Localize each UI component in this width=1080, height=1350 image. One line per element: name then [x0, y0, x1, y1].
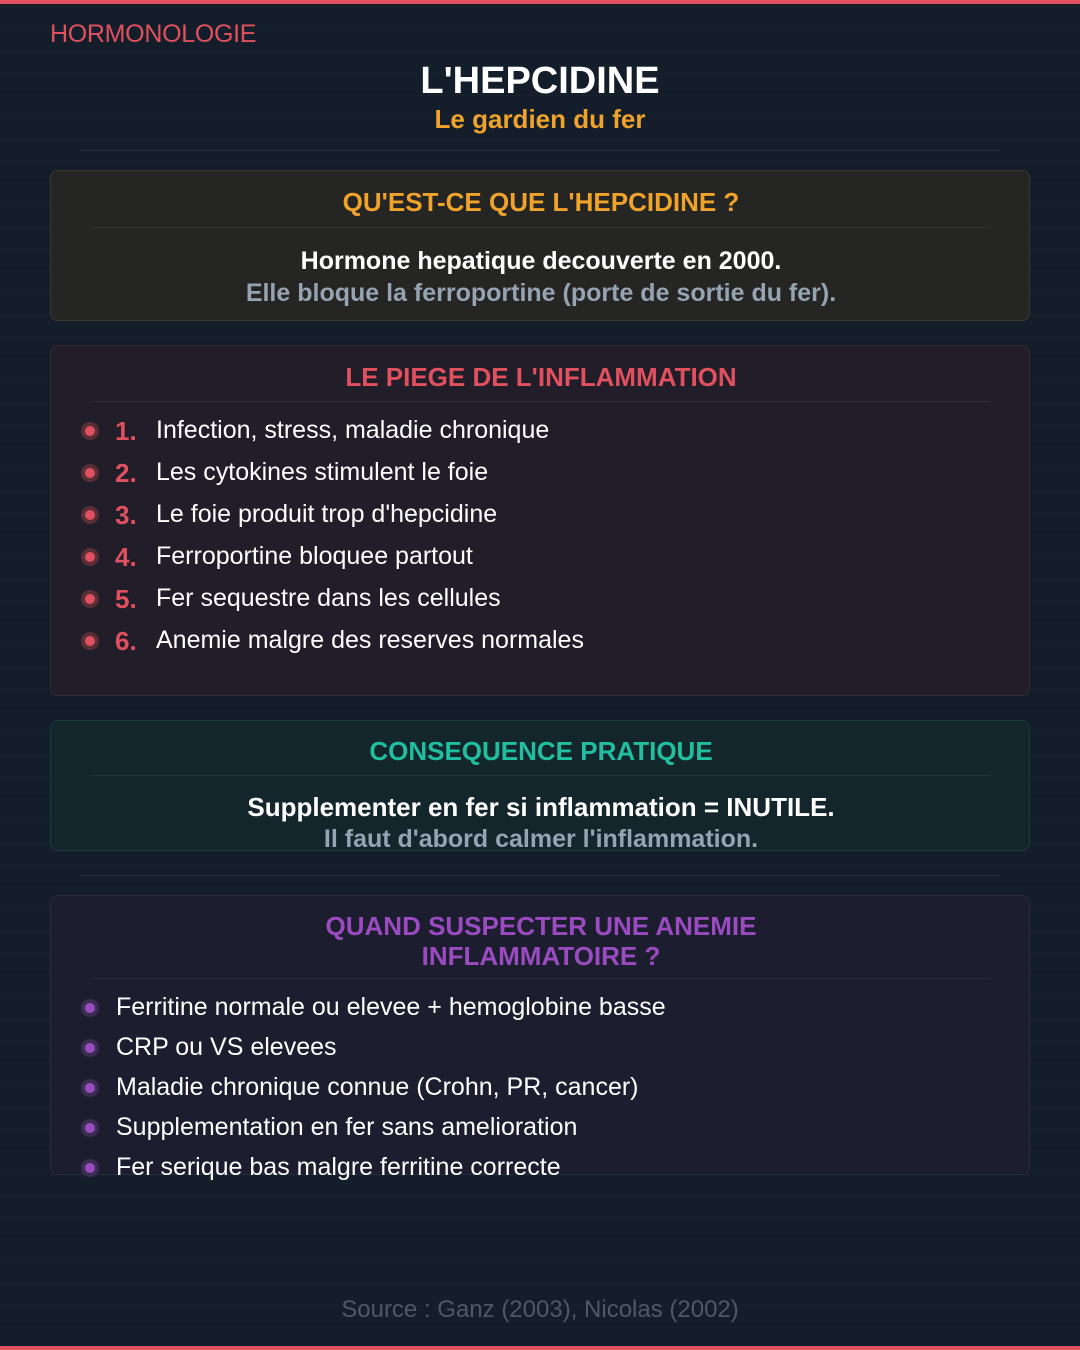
criteria-text: CRP ou VS elevees — [116, 1033, 337, 1061]
bullet-dot-icon — [81, 590, 99, 608]
definition-line-2: Elle bloque la ferroportine (porte de sortie du fer). — [245, 279, 837, 307]
source-citation: Source : Ganz (2003), Nicolas (2002) — [341, 1296, 739, 1323]
suspicion-divider — [91, 978, 991, 979]
suspicion-card — [50, 895, 1030, 1181]
criteria-text: Fer serique bas malgre ferritine correcte — [116, 1153, 561, 1181]
consequence-divider — [91, 775, 991, 776]
bullet-dot-icon — [81, 548, 99, 566]
bullet-dot-icon — [81, 999, 99, 1017]
consequence-line-2: Il faut d'abord calmer l'inflammation. — [323, 825, 759, 851]
consequence-card — [50, 720, 1030, 851]
bullet-dot-icon — [81, 506, 99, 524]
suspicion-heading-line-2: INFLAMMATOIRE ? — [421, 941, 661, 971]
step-number: 5. — [115, 584, 137, 614]
bullet-dot-icon — [81, 1119, 99, 1137]
definition-heading: QU'EST-CE QUE L'HEPCIDINE ? — [342, 187, 740, 217]
trap-card — [50, 345, 1030, 696]
step-number: 4. — [115, 542, 137, 572]
bullet-dot-icon — [81, 1039, 99, 1057]
section-divider — [80, 875, 1000, 876]
bullet-dot-icon — [81, 632, 99, 650]
page-subtitle: Le gardien du fer — [434, 104, 646, 134]
header-divider — [80, 150, 1000, 151]
step-text: Ferroportine bloquee partout — [156, 542, 473, 570]
step-text: Fer sequestre dans les cellules — [156, 584, 501, 612]
definition-card — [50, 170, 1030, 321]
step-text: Le foie produit trop d'hepcidine — [156, 500, 498, 528]
page-title: L'HEPCIDINE — [420, 60, 660, 102]
consequence-heading: CONSEQUENCE PRATIQUE — [369, 736, 713, 766]
bullet-dot-icon — [81, 1079, 99, 1097]
bullet-dot-icon — [81, 464, 99, 482]
criteria-text: Maladie chronique connue (Crohn, PR, cancer) — [116, 1073, 639, 1101]
top-accent-bar — [0, 0, 1080, 4]
trap-heading: LE PIEGE DE L'INFLAMMATION — [345, 362, 737, 392]
definition-divider — [91, 227, 991, 228]
consequence-line-1: Supplementer en fer si inflammation = INUTILE. — [247, 792, 835, 822]
step-number: 3. — [115, 500, 137, 530]
criteria-text: Supplementation en fer sans amelioration — [116, 1113, 578, 1141]
bottom-accent-bar — [0, 1346, 1080, 1350]
step-number: 1. — [115, 416, 137, 446]
step-number: 2. — [115, 458, 137, 488]
step-number: 6. — [115, 626, 137, 656]
suspicion-heading-line-1: QUAND SUSPECTER UNE ANEMIE — [325, 911, 757, 941]
definition-line-1: Hormone hepatique decouverte en 2000. — [300, 247, 782, 275]
category-label: HORMONOLOGIE — [50, 20, 257, 48]
step-text: Anemie malgre des reserves normales — [156, 626, 584, 654]
suspicion-heading — [51, 911, 1031, 971]
trap-divider — [91, 401, 991, 402]
step-text: Les cytokines stimulent le foie — [156, 458, 489, 486]
bullet-dot-icon — [81, 1159, 99, 1177]
criteria-text: Ferritine normale ou elevee + hemoglobine basse — [116, 993, 666, 1021]
step-text: Infection, stress, maladie chronique — [156, 416, 550, 444]
bullet-dot-icon — [81, 422, 99, 440]
